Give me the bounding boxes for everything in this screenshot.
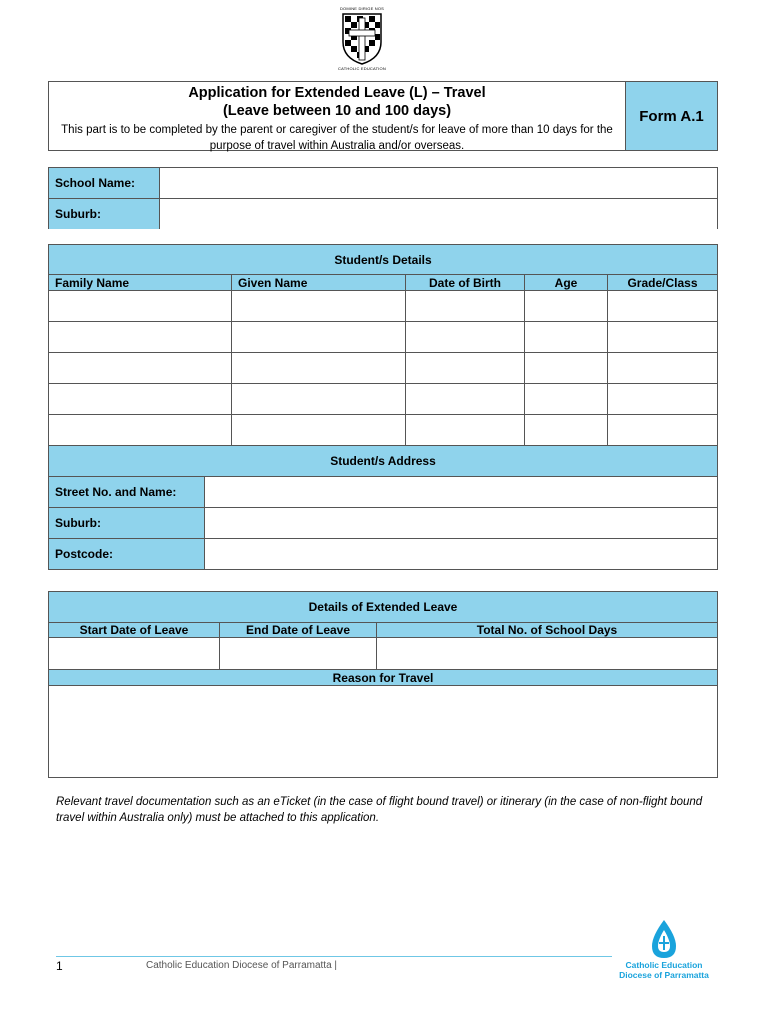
- leave-columns-header: [49, 623, 717, 638]
- total-school-days-field[interactable]: [377, 638, 717, 669]
- student-5-family-name[interactable]: [49, 415, 232, 445]
- student-2-family-name[interactable]: [49, 322, 232, 352]
- school-suburb-row: [49, 199, 717, 229]
- student-5-given-name[interactable]: [232, 415, 406, 445]
- student-4-grade-class[interactable]: [608, 384, 717, 414]
- student-4-given-name[interactable]: [232, 384, 406, 414]
- table-row: [49, 353, 717, 384]
- school-crest: [337, 6, 387, 72]
- footer-divider: [56, 956, 612, 957]
- postcode-field[interactable]: [205, 539, 717, 569]
- col-family-name: Family Name: [49, 275, 232, 290]
- col-date-of-birth: Date of Birth: [406, 275, 525, 290]
- school-name-row: [49, 168, 717, 199]
- table-row: [49, 384, 717, 415]
- student-5-age[interactable]: [525, 415, 608, 445]
- crest-shield-icon: [341, 12, 383, 66]
- reason-heading: Reason for Travel: [49, 670, 717, 686]
- form-number: Form A.1: [625, 82, 717, 150]
- col-total-school-days: Total No. of School Days: [377, 623, 717, 637]
- reason-field[interactable]: [49, 686, 717, 777]
- student-5-grade-class[interactable]: [608, 415, 717, 445]
- logo-line2: Diocese of Parramatta: [619, 970, 709, 980]
- logo-text: [618, 960, 710, 980]
- form-title-line2: (Leave between 10 and 100 days): [222, 103, 452, 119]
- col-grade-class: Grade/Class: [608, 275, 717, 290]
- table-row: [49, 322, 717, 353]
- school-name-field[interactable]: [160, 168, 717, 198]
- table-row: [49, 415, 717, 446]
- student-1-date-of-birth[interactable]: [406, 291, 525, 321]
- leave-details-heading: Details of Extended Leave: [49, 592, 717, 623]
- flame-drop-icon: [618, 918, 710, 960]
- student-2-given-name[interactable]: [232, 322, 406, 352]
- student-details-table: [48, 244, 718, 570]
- address-suburb-row: [49, 508, 717, 539]
- start-date-field[interactable]: [49, 638, 220, 669]
- postcode-row: [49, 539, 717, 569]
- street-label: Street No. and Name:: [49, 477, 205, 507]
- student-1-age[interactable]: [525, 291, 608, 321]
- student-5-date-of-birth[interactable]: [406, 415, 525, 445]
- address-suburb-label: Suburb:: [49, 508, 205, 538]
- end-date-field[interactable]: [220, 638, 377, 669]
- form-header: [48, 81, 718, 151]
- student-2-age[interactable]: [525, 322, 608, 352]
- student-3-date-of-birth[interactable]: [406, 353, 525, 383]
- postcode-label: Postcode:: [49, 539, 205, 569]
- school-name-label: School Name:: [49, 168, 160, 198]
- student-3-grade-class[interactable]: [608, 353, 717, 383]
- form-header-main: [49, 82, 625, 150]
- crest-label: CATHOLIC EDUCATION: [338, 66, 386, 71]
- crest-motto: DOMINE DIRIGE NOS: [339, 6, 385, 11]
- student-details-heading: Student/s Details: [49, 245, 717, 275]
- street-field[interactable]: [205, 477, 717, 507]
- student-address-heading: Student/s Address: [49, 446, 717, 477]
- address-suburb-field[interactable]: [205, 508, 717, 538]
- student-3-family-name[interactable]: [49, 353, 232, 383]
- student-2-date-of-birth[interactable]: [406, 322, 525, 352]
- col-start-date: Start Date of Leave: [49, 623, 220, 637]
- school-suburb-label: Suburb:: [49, 199, 160, 229]
- form-description: This part is to be completed by the parent or caregiver of the student/s for leave of more than 10 days for the purpose of travel within Australia and/or overseas.: [61, 124, 613, 152]
- logo-line1: Catholic Education: [625, 960, 703, 970]
- student-4-date-of-birth[interactable]: [406, 384, 525, 414]
- student-3-age[interactable]: [525, 353, 608, 383]
- col-given-name: Given Name: [232, 275, 406, 290]
- street-row: [49, 477, 717, 508]
- student-3-given-name[interactable]: [232, 353, 406, 383]
- student-2-grade-class[interactable]: [608, 322, 717, 352]
- student-4-family-name[interactable]: [49, 384, 232, 414]
- documentation-note: Relevant travel documentation such as an eTicket (in the case of flight bound travel) or itinerary (in the case of non-flight bound travel within Australia only) must be attached to this application.: [56, 796, 703, 824]
- student-1-family-name[interactable]: [49, 291, 232, 321]
- school-suburb-field[interactable]: [160, 199, 717, 229]
- form-title-line1: Application for Extended Leave (L) – Travel: [188, 85, 486, 101]
- leave-details-table: [48, 591, 718, 778]
- student-1-grade-class[interactable]: [608, 291, 717, 321]
- page-number: 1: [56, 959, 63, 973]
- col-end-date: End Date of Leave: [220, 623, 377, 637]
- leave-values-row: [49, 638, 717, 670]
- table-row: [49, 291, 717, 322]
- student-columns-header: [49, 275, 717, 291]
- col-age: Age: [525, 275, 608, 290]
- school-details-table: [48, 167, 718, 229]
- student-4-age[interactable]: [525, 384, 608, 414]
- footer-organisation: Catholic Education Diocese of Parramatta |: [146, 960, 338, 971]
- ced-logo: [618, 918, 710, 982]
- student-1-given-name[interactable]: [232, 291, 406, 321]
